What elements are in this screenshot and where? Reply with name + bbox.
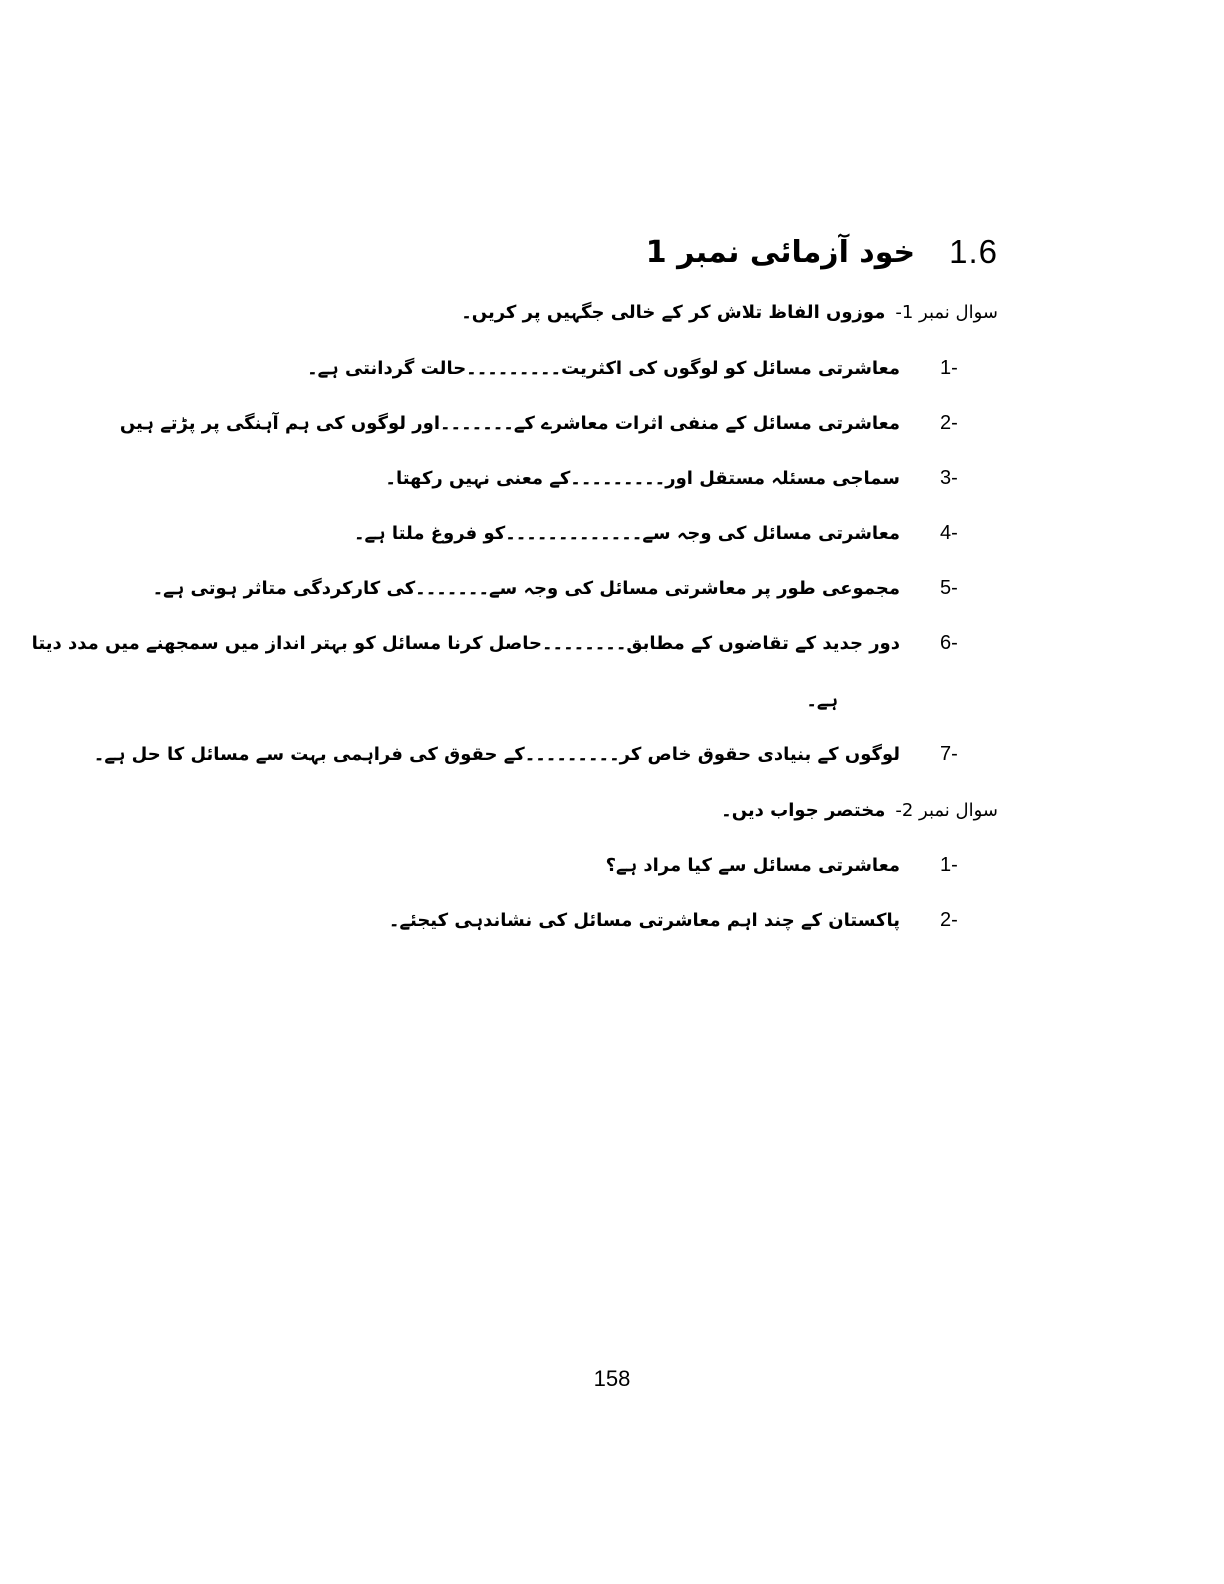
item-number: 6- [940,631,958,654]
item-number: 5- [940,576,958,599]
question-1-heading [461,294,998,330]
section-title: خود آزمائی نمبر 1 [645,234,916,270]
question-1-item-2 [119,405,958,441]
item-number: 4- [940,521,958,544]
section-number: 1.6 [949,233,998,270]
question-1-item-7 [93,736,958,772]
item-text: معاشرتی مسائل سے کیا مراد ہے؟ [605,854,900,876]
question-2-heading [721,792,998,828]
item-text: سماجی مسئلہ مستقل اور۔۔۔۔۔۔۔۔۔کے معنی نہیں رکھتا۔ [385,467,900,489]
item-text: معاشرتی مسائل کے منفی اثرات معاشرے کے۔۔۔۔۔۔۔اور لوگوں کی ہم آہنگی پر پڑتے ہیں [119,412,900,434]
item-text: معاشرتی مسائل کو لوگوں کی اکثریت۔۔۔۔۔۔۔۔۔حالت گردانتی ہے۔ [307,357,900,379]
question-1-item-4 [353,515,958,551]
item-number: 3- [940,466,958,489]
question-2-item-1 [605,847,958,883]
item-number: 1- [940,853,958,876]
question-2-item-2 [388,902,958,938]
question-1-item-6 [31,625,958,661]
item-number: 7- [940,742,958,765]
question-2-instruction: مختصر جواب دیں۔ [721,799,886,821]
item-number: 2- [940,411,958,434]
item-text: دور جدید کے تقاضوں کے مطابق۔۔۔۔۔۔۔۔حاصل کرنا مسائل کو بہتر انداز میں سمجھنے میں مدد دیتا [31,632,900,654]
question-2-label: سوال نمبر 2- [895,799,998,821]
item-number: 2- [940,908,958,931]
item-number: 1- [940,356,958,379]
question-1-item-1 [307,350,958,386]
section-heading [646,226,998,278]
item-text: لوگوں کے بنیادی حقوق خاص کر۔۔۔۔۔۔۔۔۔کے حقوق کی فراہمی بہت سے مسائل کا حل ہے۔ [93,743,900,765]
question-1-item-3 [385,460,958,496]
question-1-label: سوال نمبر 1- [895,301,998,323]
item-text: مجموعی طور پر معاشرتی مسائل کی وجہ سے۔۔۔۔۔۔۔کی کارکردگی متاثر ہوتی ہے۔ [152,577,900,599]
item-text: معاشرتی مسائل کی وجہ سے۔۔۔۔۔۔۔۔۔۔۔۔۔کو فروغ ملتا ہے۔ [353,522,900,544]
question-1-item-6-continuation: ہے۔ [806,690,838,711]
page-number: 158 [593,1366,631,1391]
item-text: پاکستان کے چند اہم معاشرتی مسائل کی نشاندہی کیجئے۔ [388,909,900,931]
question-1-instruction: موزوں الفاظ تلاش کر کے خالی جگہیں پر کریں۔ [461,301,886,323]
question-1-item-5 [152,570,958,606]
